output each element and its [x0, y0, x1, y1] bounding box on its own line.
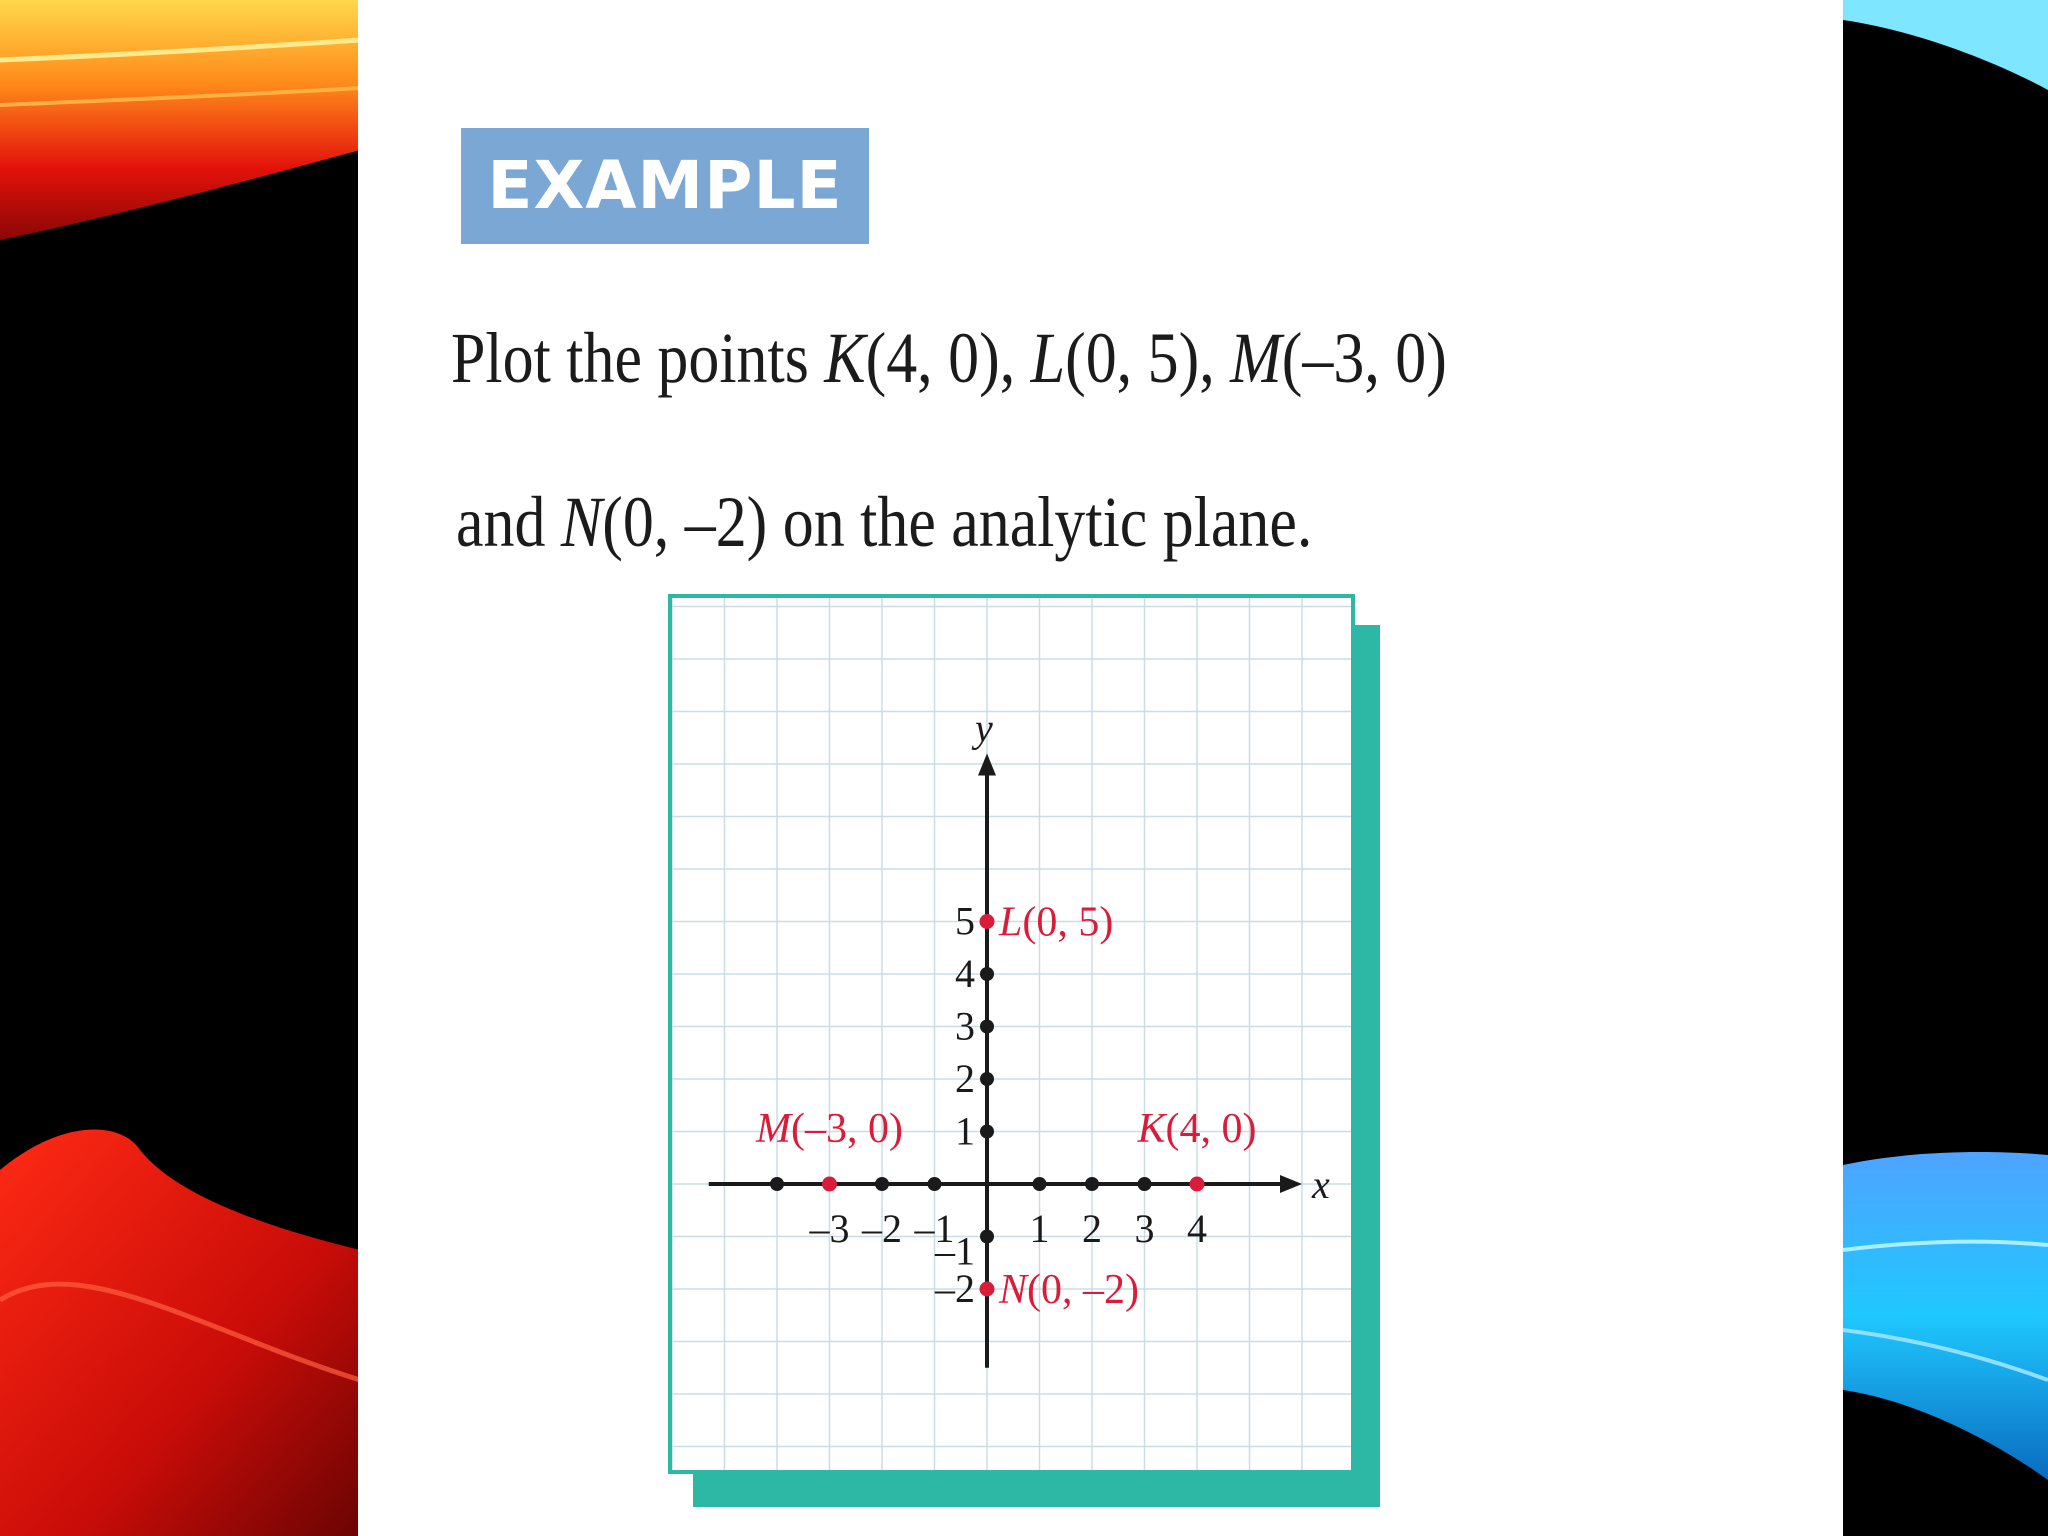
problem-line-2 [456, 477, 1312, 567]
y-tick-label: –2 [935, 1266, 975, 1311]
problem-line-1 [451, 313, 1447, 403]
point-label-coords: (0, –2) [1027, 1267, 1139, 1313]
point-name-k: K [824, 318, 866, 398]
x-tick-dot [1033, 1177, 1047, 1191]
y-tick-dot [980, 1125, 994, 1139]
point-n [980, 1282, 995, 1297]
point-coords-n: (0, –2) [602, 482, 768, 562]
y-tick-dot [980, 1072, 994, 1086]
point-label-coords: (0, 5) [1022, 899, 1114, 946]
y-tick-label: 1 [955, 1108, 975, 1154]
x-tick-dot [928, 1177, 942, 1191]
point-k [1190, 1177, 1205, 1192]
point-m [822, 1177, 837, 1192]
x-tick-label: 2 [1082, 1206, 1102, 1251]
x-tick-label: –2 [862, 1206, 902, 1251]
x-tick-label: –1 [914, 1206, 955, 1251]
y-tick-label: 2 [955, 1056, 975, 1101]
x-axis-label: x [1312, 1162, 1330, 1207]
point-label-name: N [999, 1267, 1028, 1313]
x-tick-label: –3 [809, 1206, 850, 1251]
point-label-coords: (–3, 0) [791, 1106, 903, 1152]
y-tick-label: 5 [955, 898, 975, 944]
y-tick-label: –1 [935, 1228, 975, 1274]
y-tick-label: 4 [955, 951, 975, 996]
point-name-m: M [1230, 318, 1282, 398]
coordinate-plane-svg [672, 598, 1351, 1470]
background-decoration-left [0, 0, 360, 1536]
point-name-l: L [1030, 318, 1066, 398]
point-name-n: N [560, 482, 603, 562]
point-label-coords: (4, 0) [1165, 1106, 1257, 1152]
y-tick-dot [980, 1020, 994, 1034]
x-axis-arrow-icon [1280, 1175, 1302, 1193]
point-label-k [1137, 1106, 1257, 1152]
x-tick-dot [1085, 1177, 1099, 1191]
x-tick-dot [1138, 1177, 1152, 1191]
point-coords-l: (0, 5), [1065, 318, 1231, 398]
y-tick-dot [980, 967, 994, 981]
y-tick-label: 3 [955, 1003, 975, 1049]
point-label-l [998, 900, 1113, 946]
x-tick-dot [770, 1177, 784, 1191]
background-decoration-right [1843, 0, 2048, 1536]
point-label-name: L [999, 899, 1023, 946]
point-label-name: K [1137, 1106, 1166, 1152]
point-label-name: M [756, 1106, 792, 1152]
problem-text: Plot the points [451, 318, 825, 398]
point-l [980, 914, 995, 929]
slide-content [358, 0, 1843, 1536]
x-tick-dot [875, 1177, 889, 1191]
x-tick-label: 4 [1187, 1206, 1207, 1251]
x-tick-label: 3 [1134, 1206, 1155, 1251]
problem-text: and [456, 482, 561, 562]
y-axis-label: y [975, 705, 993, 751]
example-badge: EXAMPLE [461, 128, 869, 244]
problem-text-end: on the analytic plane. [767, 482, 1313, 562]
y-tick-dot [980, 1230, 994, 1244]
point-coords-m: (–3, 0) [1281, 318, 1447, 398]
x-tick-label: 1 [1029, 1206, 1050, 1251]
point-label-n [998, 1267, 1139, 1313]
point-label-m [755, 1106, 903, 1152]
point-coords-k: (4, 0), [865, 318, 1031, 398]
coordinate-plane [668, 594, 1355, 1474]
